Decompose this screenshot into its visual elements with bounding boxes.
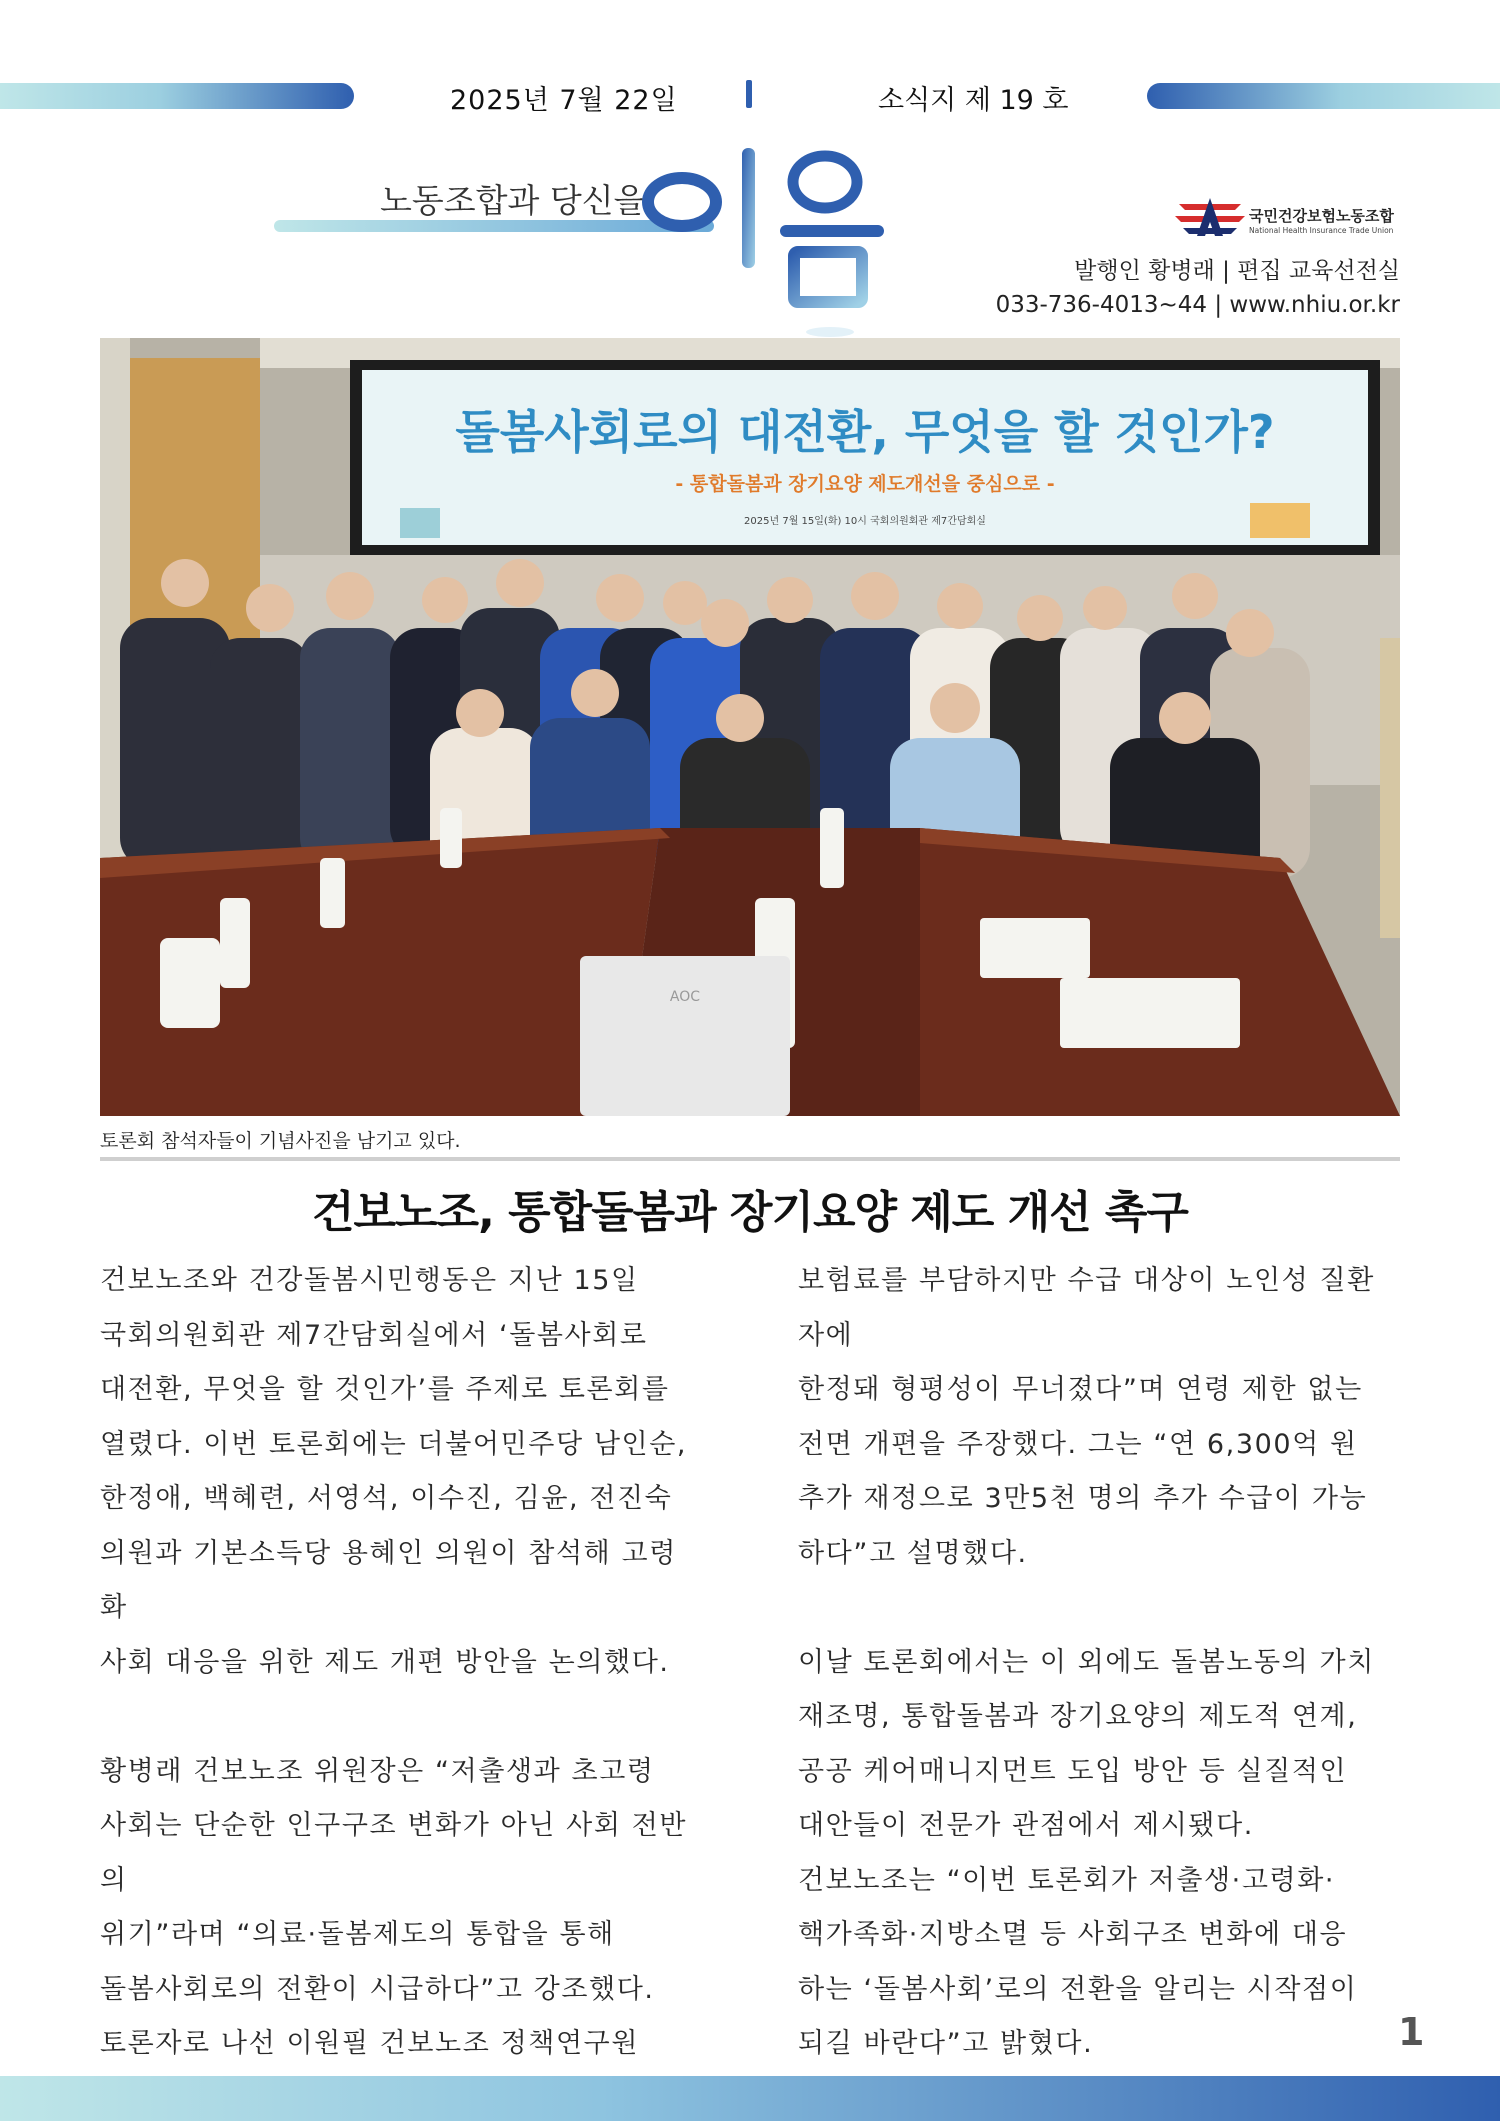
text-line: 건보노조와 건강돌봄시민행동은 지난 15일 — [100, 1254, 700, 1309]
article-headline: 건보노조, 통합돌봄과 장기요양 제도 개선 촉구 — [0, 1176, 1500, 1240]
text-line: 열렸다. 이번 토론회에는 더불어민주당 남인순, — [100, 1418, 700, 1473]
text-line: 한정애, 백혜련, 서영석, 이수진, 김윤, 전진숙 — [100, 1472, 700, 1527]
photo-caption: 토론회 참석자들이 기념사진을 남기고 있다. — [100, 1126, 461, 1153]
publisher-info: 발행인 황병래 | 편집 교육선전실 — [1074, 252, 1400, 285]
masthead-tagline: 노동조합과 당신을 — [380, 175, 646, 222]
event-photo — [100, 338, 1400, 1116]
text-line: 보험료를 부담하지만 수급 대상이 노인성 질환자에 — [798, 1254, 1398, 1363]
eum-logo — [640, 140, 900, 340]
text-line: 황병래 건보노조 위원장은 “저출생과 초고령 — [100, 1745, 700, 1800]
text-line: 위기”라며 “의료·돌봄제도의 통합을 통해 — [100, 1908, 700, 1963]
text-line: 이날 토론회에서는 이 외에도 돌봄노동의 가치 — [798, 1636, 1398, 1691]
paragraph-gap — [100, 1690, 700, 1745]
contact-info: 033-736-4013~44 | www.nhiu.or.kr — [996, 292, 1400, 318]
issue-number: 소식지 제 19 호 — [878, 78, 1069, 117]
text-line: 하는 ‘돌봄사회’로의 전환을 알리는 시작점이 — [798, 1963, 1398, 2018]
text-line: 건보노조는 “이번 토론회가 저출생·고령화· — [798, 1854, 1398, 1909]
header-bar-right — [1147, 83, 1500, 109]
svg-text:AOC: AOC — [670, 989, 700, 1005]
article-left-column — [100, 1254, 700, 2126]
caption-divider — [100, 1157, 1400, 1161]
text-line: 재조명, 통합돌봄과 장기요양의 제도적 연계, — [798, 1690, 1398, 1745]
paragraph-gap — [798, 1581, 1398, 1636]
text-line: 사회 대응을 위한 제도 개편 방안을 논의했다. — [100, 1636, 700, 1691]
text-line: 대안들이 전문가 관점에서 제시됐다. — [798, 1799, 1398, 1854]
text-line: 토론자로 나선 이원필 건보노조 정책연구원 — [100, 2017, 700, 2072]
text-line: 대전환, 무엇을 할 것인가’를 주제로 토론회를 — [100, 1363, 700, 1418]
issue-date: 2025년 7월 22일 — [450, 78, 678, 117]
union-name-english: National Health Insurance Trade Union — [1249, 226, 1393, 235]
union-emblem-icon — [1175, 196, 1245, 240]
footer-bar — [0, 2076, 1500, 2121]
text-line: 공공 케어매니지먼트 도입 방안 등 실질적인 — [798, 1745, 1398, 1800]
svg-text:2025년 7월 15일(화) 10시 국: 2025년 7월 15일(화) 10시 국회의원회관 제7간담회실 — [744, 514, 986, 527]
svg-text:이음: 이음 — [640, 140, 642, 141]
text-line: 핵가족화·지방소멸 등 사회구조 변화에 대응 — [798, 1908, 1398, 1963]
text-line: 돌봄사회로의 전환이 시급하다”고 강조했다. — [100, 1963, 700, 2018]
text-line: 추가 재정으로 3만5천 명의 추가 수급이 가능 — [798, 1472, 1398, 1527]
header-bar-left — [0, 83, 354, 109]
text-line: 의원과 기본소득당 용혜인 의원이 참석해 고령화 — [100, 1527, 700, 1636]
text-line: 전면 개편을 주장했다. 그는 “연 6,300억 원 — [798, 1418, 1398, 1473]
svg-text:돌봄사회로의 대전환, 무엇을 할 것인가?: 돌봄사회로의 대전환, 무엇을 할 것인가? — [455, 405, 1274, 459]
text-line: 사회는 단순한 인구구조 변화가 아닌 사회 전반의 — [100, 1799, 700, 1908]
text-line: 하다”고 설명했다. — [798, 1527, 1398, 1582]
article-right-column — [798, 1254, 1398, 2072]
text-line: 국회의원회관 제7간담회실에서 ‘돌봄사회로 — [100, 1309, 700, 1364]
page-number: 1 — [1398, 2010, 1424, 2054]
text-line: 되길 바란다”고 밝혔다. — [798, 2017, 1398, 2072]
svg-text:- 통합돌봄과 장기요양 제도개선을 중심으로 -: - 통합돌봄과 장기요양 제도개선을 중심으로 - — [675, 472, 1054, 495]
text-line: 한정돼 형평성이 무너졌다”며 연령 제한 없는 — [798, 1363, 1398, 1418]
header-divider — [746, 80, 752, 108]
union-name: 국민건강보험노동조합 — [1249, 205, 1394, 226]
